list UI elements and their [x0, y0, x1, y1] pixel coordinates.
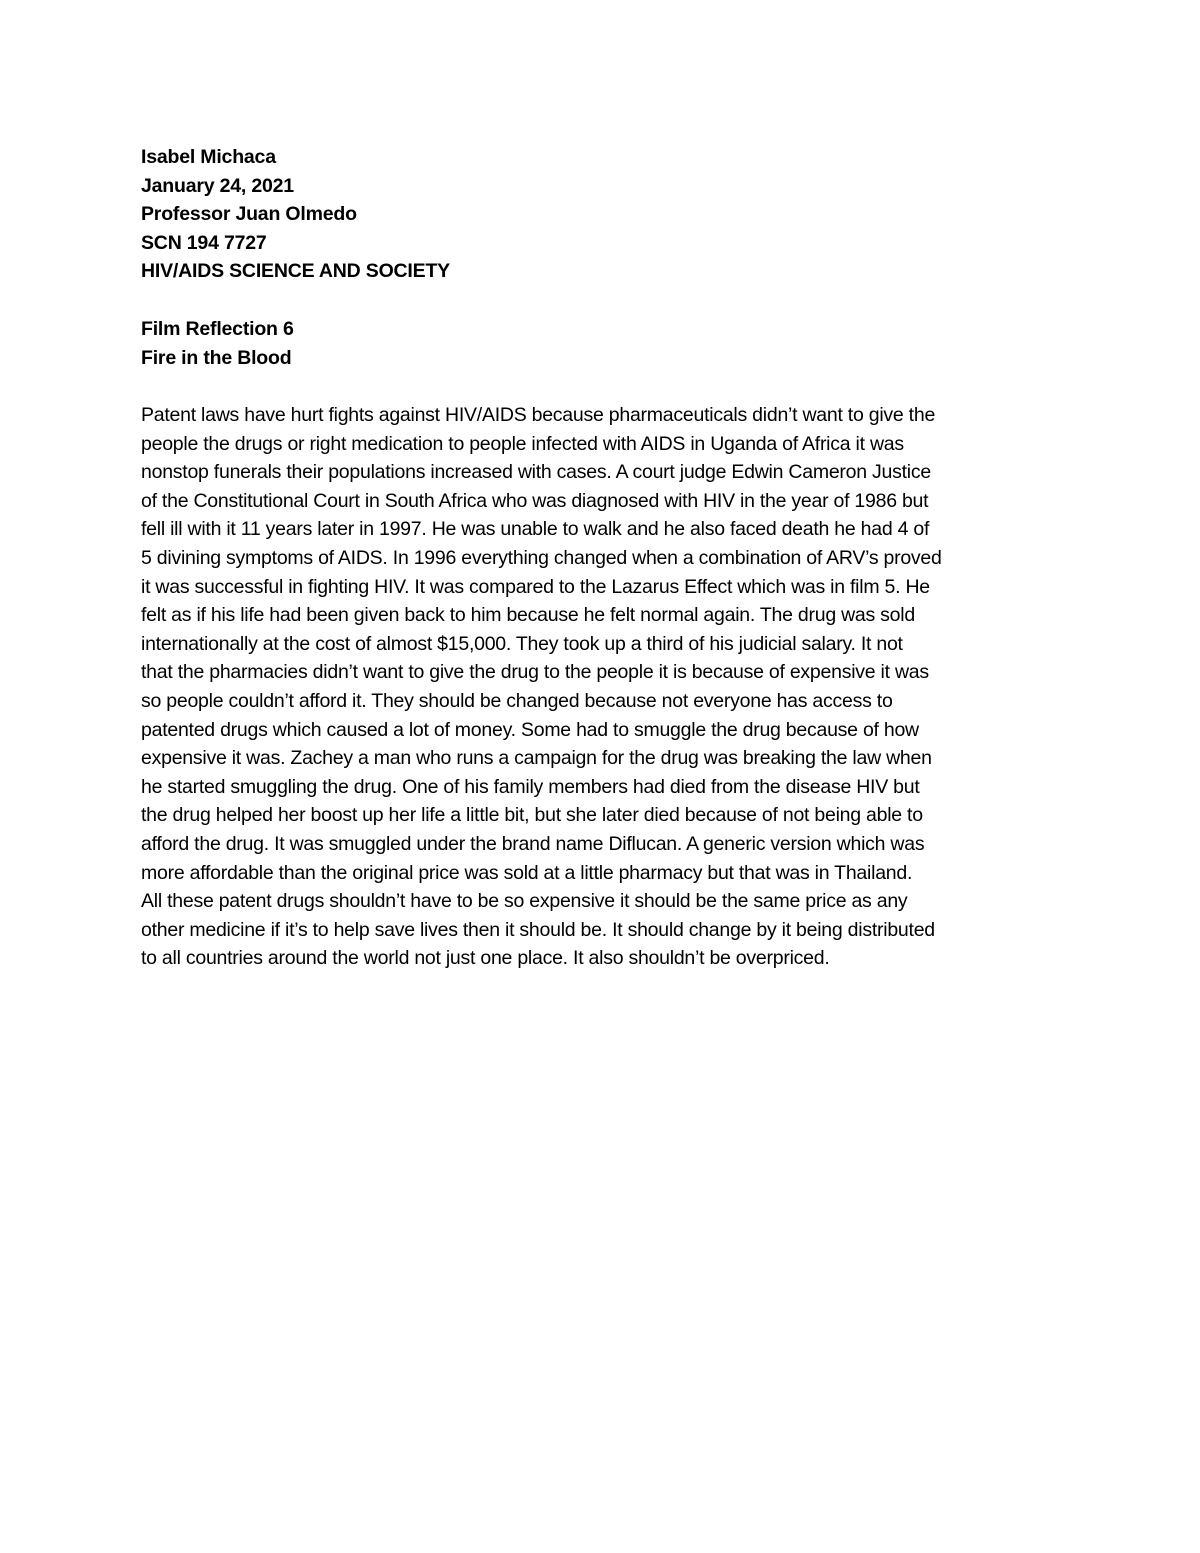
paragraph-line: expensive it was. Zachey a man who runs a campaign for the drug was breaking the law when	[141, 747, 932, 770]
paragraph-line: patented drugs which caused a lot of money. Some had to smuggle the drug because of how	[141, 718, 919, 741]
paragraph-line: to all countries around the world not just one place. It also shouldn’t be overpriced.	[141, 947, 830, 970]
paragraph-line: afford the drug. It was smuggled under the brand name Diflucan. A generic version which was	[141, 832, 925, 855]
paragraph-line: nonstop funerals their populations increased with cases. A court judge Edwin Cameron Justice	[141, 461, 931, 484]
course-title: HIV/AIDS SCIENCE AND SOCIETY	[141, 260, 450, 283]
professor-name: Professor Juan Olmedo	[141, 203, 357, 226]
body-paragraph	[141, 401, 1066, 973]
paragraph-line: more affordable than the original price was sold at a little pharmacy but that was in Thailand.	[141, 861, 913, 884]
paragraph-line: other medicine if it’s to help save lives then it should be. It should change by it being distributed	[141, 918, 935, 941]
paragraph-line: the drug helped her boost up her life a little bit, but she later died because of not being able to	[141, 804, 923, 827]
paragraph-line: of the Constitutional Court in South Africa who was diagnosed with HIV in the year of 1986 but	[141, 489, 929, 512]
paragraph-line: internationally at the cost of almost $15,000. They took up a third of his judicial salary. It not	[141, 632, 903, 655]
document-title	[141, 315, 1061, 372]
paragraph-line: fell ill with it 11 years later in 1997. He was unable to walk and he also faced death he had 4 of	[141, 518, 930, 541]
paragraph-line: All these patent drugs shouldn’t have to be so expensive it should be the same price as any	[141, 890, 908, 913]
author-name: Isabel Michaca	[141, 146, 276, 168]
paragraph-line: so people couldn’t afford it. They should be changed because not everyone has access to	[141, 689, 893, 712]
assignment-title: Film Reflection 6	[141, 318, 294, 340]
paragraph-line: he started smuggling the drug. One of his family members had died from the disease HIV but	[141, 775, 920, 798]
paragraph-line: felt as if his life had been given back to him because he felt normal again. The drug was sold	[141, 604, 915, 627]
paragraph-line: 5 divining symptoms of AIDS. In 1996 everything changed when a combination of ARV’s proved	[141, 546, 942, 569]
paragraph-line: that the pharmacies didn’t want to give the drug to the people it is because of expensive it was	[141, 661, 929, 684]
paragraph-line: Patent laws have hurt fights against HIV/AIDS because pharmaceuticals didn’t want to give the	[141, 404, 936, 426]
document-date: January 24, 2021	[141, 174, 294, 197]
paragraph-line: it was successful in fighting HIV. It was compared to the Lazarus Effect which was in film 5. He	[141, 575, 930, 598]
paragraph-line: people the drugs or right medication to people infected with AIDS in Uganda of Africa it was	[141, 432, 904, 455]
film-title: Fire in the Blood	[141, 346, 292, 369]
course-code: SCN 194 7727	[141, 231, 267, 254]
document-header	[141, 143, 1061, 286]
